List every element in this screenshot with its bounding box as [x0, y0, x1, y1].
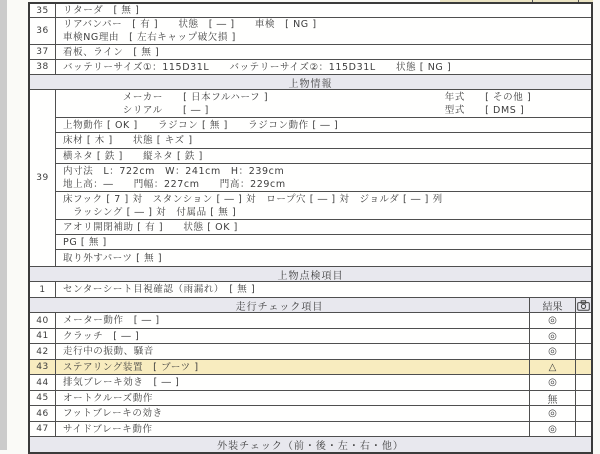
pg-row	[56, 235, 591, 250]
driving-check-title: 走行チェック項目	[235, 301, 324, 313]
table-row	[30, 45, 591, 60]
neta-text: 横ネタ [ 鉄 ] 縦ネタ [ 鉄 ]	[63, 150, 203, 162]
row-text-line1: リアバンパー [ 有 ] 状態 [ ― ] 車検 [ NG ]	[63, 19, 317, 30]
photo-cell	[575, 313, 591, 328]
photo-cell	[575, 360, 591, 374]
table-row	[30, 4, 591, 18]
result-mark: 無	[529, 391, 575, 405]
result-mark: ◎	[529, 375, 575, 390]
row-number: 35	[30, 4, 56, 17]
row-number: 38	[30, 60, 56, 74]
dimensions-row	[56, 164, 591, 192]
photo-cell	[575, 375, 591, 390]
check-label: 排気ブレーキ効き [ ― ]	[63, 377, 180, 388]
floor-material-row	[56, 133, 591, 149]
serial-line: シリアル [ ― ]	[122, 104, 209, 116]
pg-text: PG [ 無 ]	[63, 236, 107, 248]
row-number: 37	[30, 45, 56, 59]
result-mark: ◎	[529, 344, 575, 359]
floor-text: 床材 [ 木 ] 状態 [ キズ ]	[63, 135, 193, 146]
check-row	[30, 406, 591, 422]
check-label: サイドブレーキ動作	[63, 423, 153, 435]
aori-row	[56, 220, 591, 235]
operation-row	[56, 118, 591, 133]
check-row	[30, 375, 591, 391]
hooks-line1: 床フック [ 7 ] 対 スタンション [ ― ] 対 ロープ穴 [ ― ] 対 ジョルダ [ ― ] 列	[63, 193, 443, 205]
check-row	[30, 422, 591, 437]
section-header-upper-body-inspection: 上物点検項目	[30, 267, 591, 282]
hooks-row	[56, 192, 591, 220]
check-label: オートクルーズ動作	[63, 392, 153, 404]
table-row	[30, 282, 591, 298]
row-number: 44	[30, 375, 56, 390]
check-row	[30, 391, 591, 406]
row-text: センターシート目視確認（雨漏れ） [ 無 ]	[63, 284, 256, 295]
year-line: 年式 [ その他 ]	[444, 91, 532, 103]
check-row	[30, 329, 591, 344]
maker-serial-row	[56, 90, 591, 118]
photo-cell	[575, 422, 591, 436]
neta-row	[56, 149, 591, 164]
scan-edge	[0, 0, 7, 450]
operation-text: 上物動作 [ OK ] ラジコン [ 無 ] ラジコン動作 [ ― ]	[63, 119, 339, 131]
table-row-39-block	[30, 90, 591, 267]
check-label: クラッチ [ ― ]	[63, 330, 140, 342]
check-row-highlighted	[30, 360, 591, 375]
result-mark: ◎	[529, 313, 575, 328]
check-row	[30, 344, 591, 360]
photo-cell	[575, 344, 591, 359]
row-number: 45	[30, 391, 56, 405]
photo-cell	[575, 391, 591, 405]
photo-cell	[575, 406, 591, 421]
row-text: 看板、ライン [ 無 ]	[63, 46, 160, 58]
ground-clearance-text: 地上高：― 門幅：227cm 門高：229cm	[63, 178, 286, 190]
row-text: バッテリーサイズ①：115D31L バッテリーサイズ②：115D31L 状態 [ NG ]	[63, 61, 452, 73]
row-number: 39	[30, 90, 56, 266]
result-mark: ◎	[529, 329, 575, 343]
result-mark: △	[529, 360, 575, 374]
row-number: 43	[30, 360, 56, 374]
photo-cell	[575, 329, 591, 343]
inspection-sheet-table	[28, 2, 593, 454]
row-text: リターダ [ 無 ]	[63, 5, 140, 16]
hooks-line2: ラッシング [ ― ] 対 付属品 [ 無 ]	[63, 206, 237, 218]
row-number: 36	[30, 18, 56, 44]
table-row	[30, 18, 591, 45]
check-row	[30, 313, 591, 329]
result-mark: ◎	[529, 422, 575, 436]
driving-check-header-row	[30, 298, 591, 313]
removal-parts-text: 取り外すパーツ [ 無 ]	[63, 252, 163, 264]
row-text-line2: 車検NG理由 [ 左右キャップ破欠損 ]	[63, 32, 236, 43]
section-header-exterior-check: 外装チェック（前・後・左・右・他）	[30, 437, 591, 452]
camera-icon[interactable]	[576, 298, 591, 312]
row-number: 40	[30, 313, 56, 328]
result-column-header: 結果	[529, 298, 575, 312]
row-number: 1	[30, 282, 56, 297]
aori-text: アオリ開閉補助 [ 有 ] 状態 [ OK ]	[63, 221, 238, 233]
row-number: 41	[30, 329, 56, 343]
table-row	[30, 60, 591, 75]
maker-line: メーカー [ 日本フルハーフ ]	[122, 91, 269, 103]
removal-parts-row	[56, 250, 591, 266]
row-number: 46	[30, 406, 56, 421]
check-label: メーター動作 [ ― ]	[63, 315, 160, 326]
section-header-upper-body-info: 上物情報	[30, 75, 591, 90]
result-mark: ◎	[529, 406, 575, 421]
check-label: フットブレーキの効き	[63, 408, 163, 419]
check-label: ステアリング装置 [ ブーツ ]	[63, 361, 199, 373]
inner-dimensions-text: 内寸法 L：722cm W：241cm H：239cm	[63, 165, 285, 177]
model-line: 型式 [ DMS ]	[444, 104, 525, 116]
row-number: 47	[30, 422, 56, 436]
check-label: 走行中の振動、騒音	[63, 346, 154, 357]
row-number: 42	[30, 344, 56, 359]
